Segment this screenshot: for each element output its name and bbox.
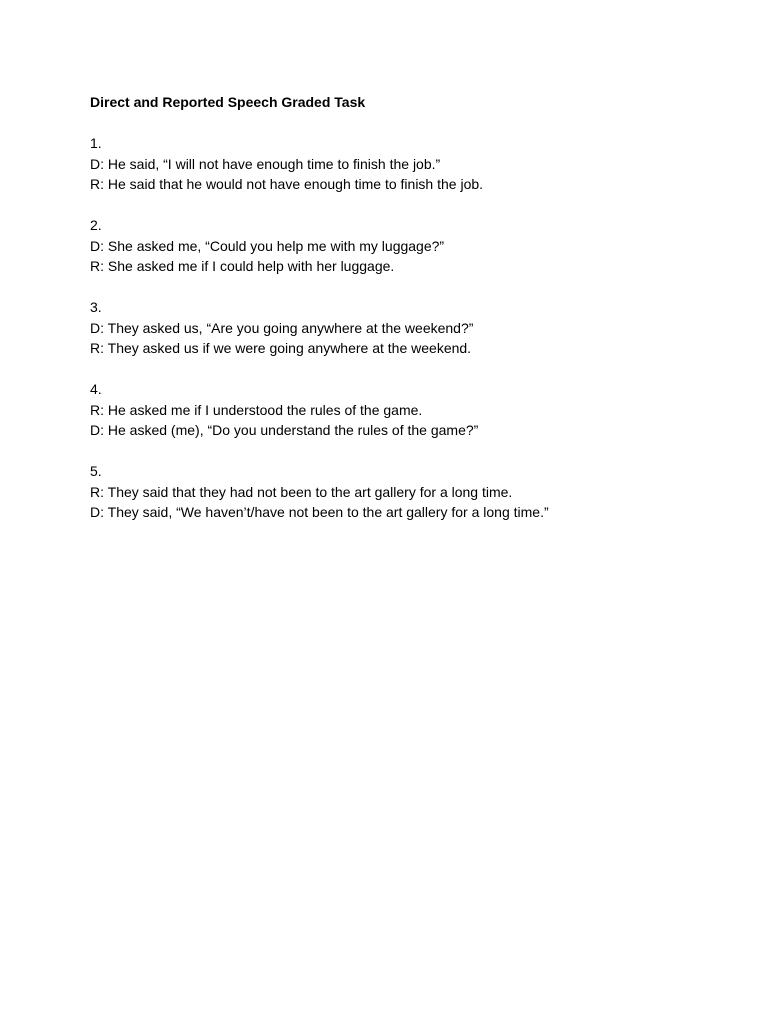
item-reported-line: R: He asked me if I understood the rules of the game. xyxy=(90,401,423,418)
spacer xyxy=(90,441,730,462)
spacer xyxy=(90,359,730,380)
spacer xyxy=(90,112,730,133)
item-number: 3. xyxy=(90,299,102,315)
item-reported-line: R: They said that they had not been to the art gallery for a long time. xyxy=(90,483,513,500)
exercise-item-2 xyxy=(90,215,730,277)
item-reported-line: R: He said that he would not have enough time to finish the job. xyxy=(90,176,484,192)
spacer xyxy=(90,195,730,216)
item-number: 1. xyxy=(90,135,102,151)
item-direct-line: D: They asked us, “Are you going anywhere at the weekend?” xyxy=(90,319,474,336)
item-direct-line: D: She asked me, “Could you help me with my luggage?” xyxy=(90,237,445,254)
item-number: 5. xyxy=(90,463,102,479)
exercise-item-5 xyxy=(90,461,730,523)
document-title: Direct and Reported Speech Graded Task xyxy=(90,94,366,110)
item-direct-line: D: He said, “I will not have enough time to finish the job.” xyxy=(90,155,441,172)
item-number: 4. xyxy=(90,381,102,397)
exercise-item-4 xyxy=(90,379,730,441)
item-reported-line: R: She asked me if I could help with her luggage. xyxy=(90,258,395,274)
document-content xyxy=(90,92,730,523)
item-reported-line: R: They asked us if we were going anywhere at the weekend. xyxy=(90,340,472,356)
exercise-item-1 xyxy=(90,133,730,195)
spacer xyxy=(90,277,730,298)
item-number: 2. xyxy=(90,217,102,233)
item-direct-line: D: They said, “We haven’t/have not been to the art gallery for a long time.” xyxy=(90,504,549,520)
item-direct-line: D: He asked (me), “Do you understand the rules of the game?” xyxy=(90,422,479,438)
exercise-item-3 xyxy=(90,297,730,359)
